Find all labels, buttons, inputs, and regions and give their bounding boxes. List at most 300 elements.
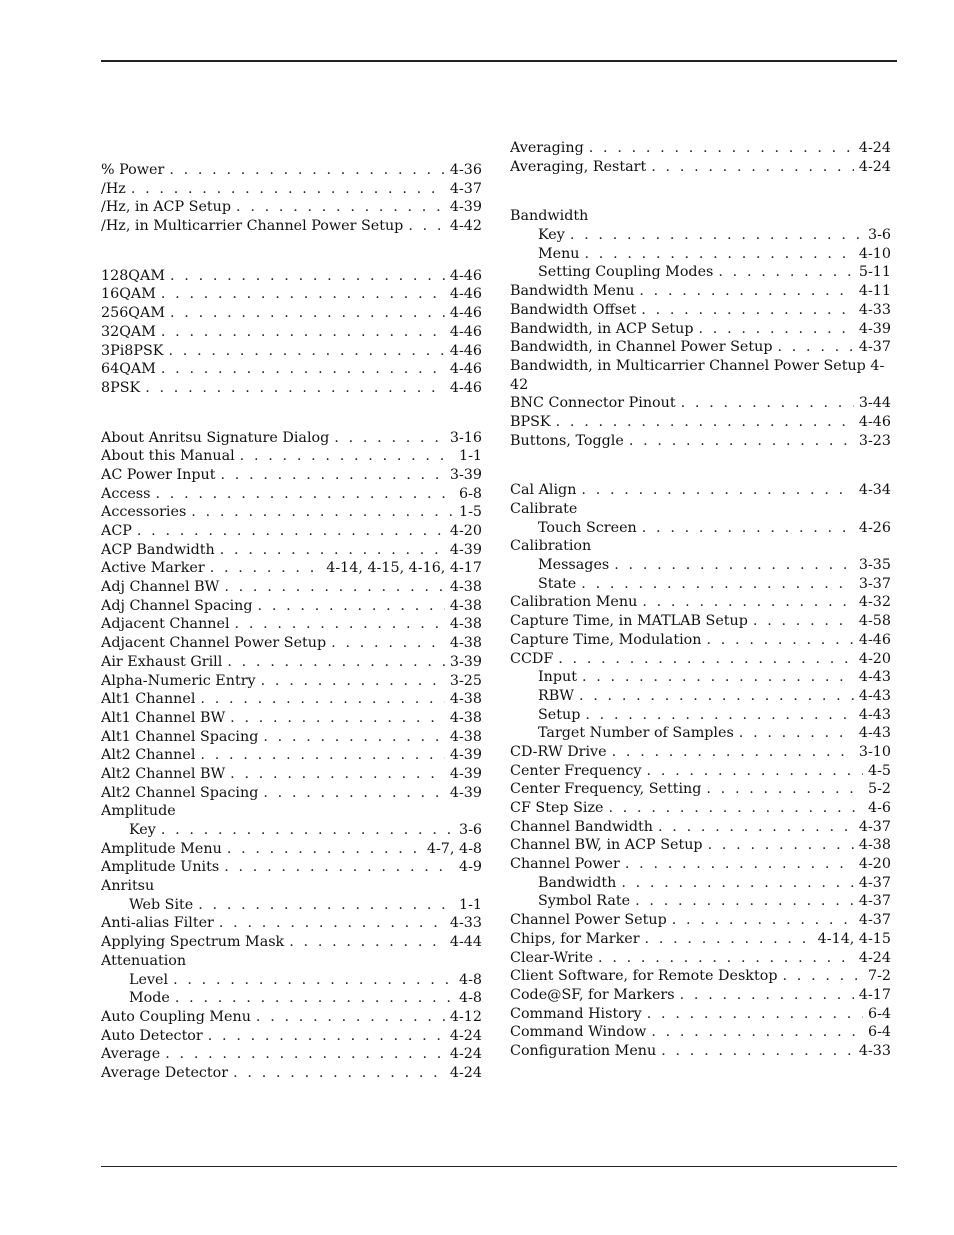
entry-term: Bandwidth Menu [510, 283, 635, 300]
leader-dots [145, 379, 445, 398]
entry-page-ref: 4-42 [510, 357, 885, 393]
entry-term: Average Detector [101, 1064, 229, 1081]
entry-term: Alt2 Channel Spacing [101, 784, 259, 801]
entry-term: Messages [538, 557, 610, 574]
entry-page-ref: 4-33 [858, 301, 891, 318]
entry-term: Anti-alias Filter [101, 915, 214, 932]
entry-term: Bandwidth [510, 208, 589, 225]
entry-page-ref: 4-37 [858, 912, 891, 929]
entry-term: RBW [538, 687, 574, 704]
entry-page-ref: 4-7, 4-8 [426, 840, 482, 857]
index-entry [510, 911, 891, 930]
leader-dots [585, 706, 854, 725]
entry-term: Adjacent Channel Power Setup [101, 635, 327, 652]
index-group [101, 267, 482, 398]
index-entry [101, 690, 482, 709]
leader-dots [585, 245, 854, 264]
entry-term: Code@SF, for Markers [510, 986, 675, 1003]
leader-dots [236, 198, 445, 217]
leader-dots [170, 304, 445, 323]
entry-page-ref: 4-37 [858, 818, 891, 835]
leader-dots [334, 429, 445, 448]
entry-term: Calibrate [510, 501, 578, 518]
leader-dots [227, 653, 445, 672]
entry-page-ref: 3-35 [858, 557, 891, 574]
entry-page-ref: 4-39 [449, 747, 482, 764]
entry-page-ref: 4-39 [449, 199, 482, 216]
index-entry [510, 855, 891, 874]
entry-page-ref: 3-6 [867, 227, 891, 244]
entry-page-ref: 3-10 [858, 743, 891, 760]
index-entry [101, 672, 482, 691]
index-entry [510, 967, 891, 986]
entry-term: CD-RW Drive [510, 743, 607, 760]
leader-dots [224, 858, 454, 877]
entry-page-ref: 4-38 [449, 709, 482, 726]
leader-dots [331, 634, 445, 653]
leader-dots [289, 933, 445, 952]
leader-dots [235, 615, 445, 634]
index-entry [510, 986, 891, 1005]
entry-page-ref: 5-11 [858, 264, 891, 281]
index-entry [510, 612, 891, 631]
entry-page-ref: 4-11 [858, 283, 891, 300]
entry-page-ref: 3-39 [449, 653, 482, 670]
index-entry [510, 413, 891, 432]
entry-term: Amplitude Units [101, 859, 220, 876]
entry-page-ref: 3-37 [858, 575, 891, 592]
leader-dots [641, 301, 854, 320]
leader-dots [598, 949, 854, 968]
index-group [101, 161, 482, 236]
entry-term: Amplitude Menu [101, 840, 222, 857]
index-entry [510, 1023, 891, 1042]
index-entry [101, 840, 482, 859]
entry-page-ref: 4-34 [858, 482, 891, 499]
leader-dots [635, 892, 854, 911]
index-subentry [510, 724, 891, 743]
leader-dots [621, 874, 854, 893]
index-entry [101, 1008, 482, 1027]
entry-term: Capture Time, in MATLAB Setup [510, 613, 748, 630]
entry-page-ref: 4-42 [449, 218, 482, 235]
entry-page-ref: 4-37 [858, 893, 891, 910]
leader-dots [629, 432, 854, 451]
entry-term: Channel Power [510, 856, 620, 873]
leader-dots [651, 1023, 863, 1042]
leader-dots [672, 911, 854, 930]
leader-dots [614, 556, 854, 575]
entry-term: Channel Power Setup [510, 912, 667, 929]
leader-dots [137, 522, 445, 541]
index-entry [510, 320, 891, 339]
leader-dots [220, 541, 445, 560]
entry-page-ref: 4-38 [449, 728, 482, 745]
leader-dots [651, 158, 854, 177]
index-entry [101, 180, 482, 199]
index-subentry [510, 874, 891, 893]
leader-dots [261, 672, 445, 691]
leader-dots [175, 989, 454, 1008]
index-entry [510, 818, 891, 837]
entry-term: /Hz, in Multicarrier Channel Power Setup [101, 218, 404, 235]
index-entry [101, 653, 482, 672]
entry-page-ref: 4-46 [449, 323, 482, 340]
entry-term: Alt1 Channel [101, 691, 196, 708]
index-entry [101, 485, 482, 504]
index-entry [101, 503, 482, 522]
leader-dots [240, 447, 454, 466]
index-entry [101, 304, 482, 323]
entry-term: 32QAM [101, 323, 156, 340]
index-entry [510, 799, 891, 818]
entry-page-ref: 4-46 [449, 286, 482, 303]
entry-page-ref: 4-58 [858, 613, 891, 630]
entry-term: AC Power Input [101, 466, 216, 483]
entry-term: Alt2 Channel [101, 747, 196, 764]
leader-dots [582, 668, 854, 687]
entry-term: Center Frequency, Setting [510, 781, 702, 798]
entry-page-ref: 4-14, 4-15, 4-16, 4-17 [326, 560, 482, 577]
index-subentry [510, 263, 891, 282]
entry-term: Center Frequency [510, 762, 642, 779]
leader-dots [777, 338, 853, 357]
index-entry [101, 728, 482, 747]
index-entry [101, 541, 482, 560]
index-entry [101, 858, 482, 877]
index-group [510, 481, 891, 1060]
index-entry [510, 282, 891, 301]
leader-dots [230, 709, 445, 728]
group-spacer [510, 176, 891, 207]
index-entry [510, 743, 891, 762]
entry-term: Anritsu [101, 878, 155, 895]
entry-term: Buttons, Toggle [510, 432, 624, 449]
leader-dots [558, 650, 854, 669]
index-entry [510, 301, 891, 320]
entry-page-ref: 4-17 [858, 986, 891, 1003]
index-entry [101, 765, 482, 784]
index-entry [510, 338, 891, 357]
entry-term: /Hz [101, 180, 126, 197]
index-subentry [510, 556, 891, 575]
leader-dots [170, 267, 445, 286]
entry-page-ref: 4-24 [449, 1046, 482, 1063]
entry-page-ref: 4-43 [858, 669, 891, 686]
entry-term: ACP Bandwidth [101, 541, 215, 558]
index-group [101, 429, 482, 1083]
index-entry [101, 447, 482, 466]
leader-dots [200, 746, 444, 765]
index-entry [101, 360, 482, 379]
index-entry [101, 466, 482, 485]
entry-term: Access [101, 485, 151, 502]
footer-rule [101, 1166, 897, 1167]
entry-term: Target Number of Samples [538, 725, 734, 742]
leader-dots [219, 914, 445, 933]
leader-dots [699, 320, 854, 339]
index-entry [101, 522, 482, 541]
entry-term: Bandwidth, in ACP Setup [510, 320, 694, 337]
index-subentry [101, 821, 482, 840]
entry-page-ref: 4-6 [867, 800, 891, 817]
index-entry [510, 158, 891, 177]
index-entry [101, 1045, 482, 1064]
entry-term: Channel BW, in ACP Setup [510, 837, 703, 854]
entry-term: Capture Time, Modulation [510, 631, 702, 648]
entry-term: Bandwidth Offset [510, 301, 637, 318]
entry-page-ref: 7-2 [867, 968, 891, 985]
entry-term: Air Exhaust Grill [101, 653, 223, 670]
leader-dots [782, 967, 862, 986]
entry-term: Channel Bandwidth [510, 818, 653, 835]
index-entry [510, 631, 891, 650]
entry-page-ref: 4-44 [449, 934, 482, 951]
index-subentry [510, 892, 891, 911]
entry-term: % Power [101, 162, 165, 178]
entry-term: Bandwidth, in Channel Power Setup [510, 339, 773, 356]
entry-page-ref: 3-39 [449, 466, 482, 483]
entry-page-ref: 4-36 [449, 162, 482, 178]
entry-page-ref: 4-24 [858, 158, 891, 175]
leader-dots [263, 784, 445, 803]
index-subentry [101, 896, 482, 915]
leader-dots [570, 226, 863, 245]
index-subentry [510, 226, 891, 245]
entry-page-ref: 4-33 [858, 1042, 891, 1059]
index-entry [101, 285, 482, 304]
entry-page-ref: 4-37 [858, 874, 891, 891]
entry-page-ref: 4-38 [449, 635, 482, 652]
leader-dots [256, 1008, 445, 1027]
index-entry [101, 323, 482, 342]
leader-dots [612, 743, 854, 762]
leader-dots [198, 896, 454, 915]
entry-page-ref: 4-46 [449, 305, 482, 322]
leader-dots [680, 986, 854, 1005]
index-entry [101, 217, 482, 236]
entry-term: Adjacent Channel [101, 616, 230, 633]
index-subentry [510, 668, 891, 687]
entry-page-ref: 3-16 [449, 429, 482, 446]
entry-term: Applying Spectrum Mask [101, 934, 285, 951]
entry-term: CCDF [510, 650, 554, 667]
leader-dots [706, 780, 863, 799]
entry-page-ref: 4-12 [449, 1008, 482, 1025]
entry-term: Command Window [510, 1024, 647, 1041]
leader-dots [221, 466, 445, 485]
entry-page-ref: 6-4 [867, 1005, 891, 1022]
entry-term: Client Software, for Remote Desktop [510, 968, 778, 985]
index-subentry [510, 575, 891, 594]
index-entry [510, 357, 891, 394]
entry-term: Setup [538, 706, 581, 723]
leader-dots [647, 762, 863, 781]
leader-dots [408, 217, 445, 236]
index-entry [510, 139, 891, 158]
entry-term: Bandwidth, in Multicarrier Channel Power Setup [510, 357, 866, 374]
entry-page-ref: 4-14, 4-15 [817, 930, 891, 947]
index-entry [510, 949, 891, 968]
entry-term: Alt2 Channel BW [101, 765, 226, 782]
leader-dots [161, 821, 454, 840]
entry-term: Attenuation [101, 952, 187, 969]
leader-dots [625, 855, 854, 874]
entry-term: 16QAM [101, 286, 156, 303]
leader-dots [681, 394, 854, 413]
leader-dots [258, 597, 445, 616]
index-entry [101, 709, 482, 728]
leader-dots [581, 481, 853, 500]
entry-page-ref: 6-4 [867, 1024, 891, 1041]
entry-page-ref: 4-8 [458, 990, 482, 1007]
entry-page-ref: 3-25 [449, 672, 482, 689]
entry-page-ref: 4-37 [858, 339, 891, 356]
entry-page-ref: 4-24 [858, 140, 891, 156]
leader-dots [210, 559, 322, 578]
leader-dots [200, 690, 444, 709]
index-column-right [510, 139, 891, 1061]
leader-dots [579, 687, 854, 706]
entry-term: About this Manual [101, 448, 235, 465]
index-entry [510, 780, 891, 799]
entry-page-ref: 6-8 [458, 485, 482, 502]
entry-term: Average [101, 1046, 161, 1063]
entry-term: Bandwidth [538, 874, 617, 891]
leader-dots [642, 519, 854, 538]
entry-page-ref: 4-37 [449, 180, 482, 197]
entry-term: Auto Coupling Menu [101, 1008, 251, 1025]
entry-term: Amplitude [101, 803, 176, 820]
entry-term: Configuration Menu [510, 1042, 657, 1059]
index-entry [101, 784, 482, 803]
entry-page-ref: 4-10 [858, 245, 891, 262]
group-spacer [510, 450, 891, 481]
leader-dots [161, 323, 445, 342]
entry-page-ref: 4-39 [449, 541, 482, 558]
index-subentry [510, 687, 891, 706]
leader-dots [208, 1027, 445, 1046]
entry-page-ref: 4-20 [449, 523, 482, 539]
leader-dots [233, 1064, 445, 1083]
leader-dots [169, 161, 445, 180]
index-entry [101, 198, 482, 217]
leader-dots [556, 413, 854, 432]
leader-dots [589, 139, 854, 158]
index-entry [101, 615, 482, 634]
entry-page-ref: 3-6 [458, 822, 482, 838]
entry-page-ref: 4-38 [449, 579, 482, 596]
entry-term: Touch Screen [538, 519, 637, 536]
entry-page-ref: 1-5 [458, 504, 482, 521]
entry-term: 3Pi8PSK [101, 342, 164, 359]
leader-dots [224, 578, 445, 597]
leader-dots [708, 836, 854, 855]
leader-dots [706, 631, 853, 650]
index-subentry [510, 519, 891, 538]
entry-term: Key [538, 227, 565, 244]
index-entry [101, 952, 482, 971]
entry-page-ref: 4-43 [858, 706, 891, 723]
entry-term: /Hz, in ACP Setup [101, 199, 232, 216]
entry-term: Command History [510, 1005, 642, 1022]
entry-page-ref: 4-20 [858, 650, 891, 667]
entry-page-ref: 4-46 [449, 342, 482, 359]
leader-dots [647, 1005, 863, 1024]
entry-term: Calibration [510, 538, 592, 555]
index-subentry [101, 971, 482, 990]
index-entry [101, 933, 482, 952]
index-group [510, 139, 891, 176]
entry-page-ref: 4-43 [858, 687, 891, 704]
index-subentry [101, 989, 482, 1008]
index-entry [101, 597, 482, 616]
index-entry [101, 342, 482, 361]
entry-term: Alt1 Channel BW [101, 709, 226, 726]
entry-page-ref: 5-2 [867, 781, 891, 798]
entry-page-ref: 4-46 [858, 413, 891, 430]
index-entry [510, 762, 891, 781]
leader-dots [658, 818, 854, 837]
entry-page-ref: 4-46 [449, 267, 482, 284]
entry-term: Input [538, 669, 577, 686]
group-spacer [101, 398, 482, 429]
leader-dots [168, 342, 444, 361]
entry-term: Alpha-Numeric Entry [101, 672, 256, 689]
entry-term: 256QAM [101, 305, 165, 322]
entry-term: Level [129, 971, 169, 988]
entry-term: Accessories [101, 504, 187, 521]
index-entry [510, 207, 891, 226]
index-entry [101, 578, 482, 597]
index-entry [101, 802, 482, 821]
index-column-left [101, 161, 482, 1083]
index-entry [510, 650, 891, 669]
entry-term: CF Step Size [510, 800, 604, 817]
index-entry [510, 1042, 891, 1061]
entry-term: Symbol Rate [538, 893, 631, 910]
entry-term: BPSK [510, 413, 551, 430]
entry-page-ref: 4-38 [449, 616, 482, 633]
index-entry [101, 379, 482, 398]
index-entry [101, 1027, 482, 1046]
entry-page-ref: 4-43 [858, 725, 891, 742]
entry-page-ref: 4-46 [449, 379, 482, 396]
entry-term: Mode [129, 990, 170, 1007]
leader-dots [263, 728, 445, 747]
index-entry [510, 432, 891, 451]
leader-dots [739, 724, 854, 743]
entry-page-ref: 4-9 [458, 859, 482, 876]
entry-term: Adj Channel BW [101, 579, 220, 596]
entry-term: Key [129, 822, 156, 838]
entry-term: ACP [101, 523, 132, 539]
entry-term: Active Marker [101, 560, 205, 577]
entry-page-ref: 4-32 [858, 594, 891, 611]
index-entry [101, 634, 482, 653]
entry-page-ref: 3-23 [858, 432, 891, 449]
leader-dots [608, 799, 863, 818]
leader-dots [642, 593, 854, 612]
index-entry [101, 267, 482, 286]
entry-term: Cal Align [510, 482, 577, 499]
entry-page-ref: 4-38 [449, 691, 482, 708]
index-entry [510, 394, 891, 413]
entry-term: State [538, 575, 577, 592]
entry-term: 128QAM [101, 267, 165, 284]
entry-term: Web Site [129, 896, 194, 913]
entry-term: Setting Coupling Modes [538, 264, 714, 281]
